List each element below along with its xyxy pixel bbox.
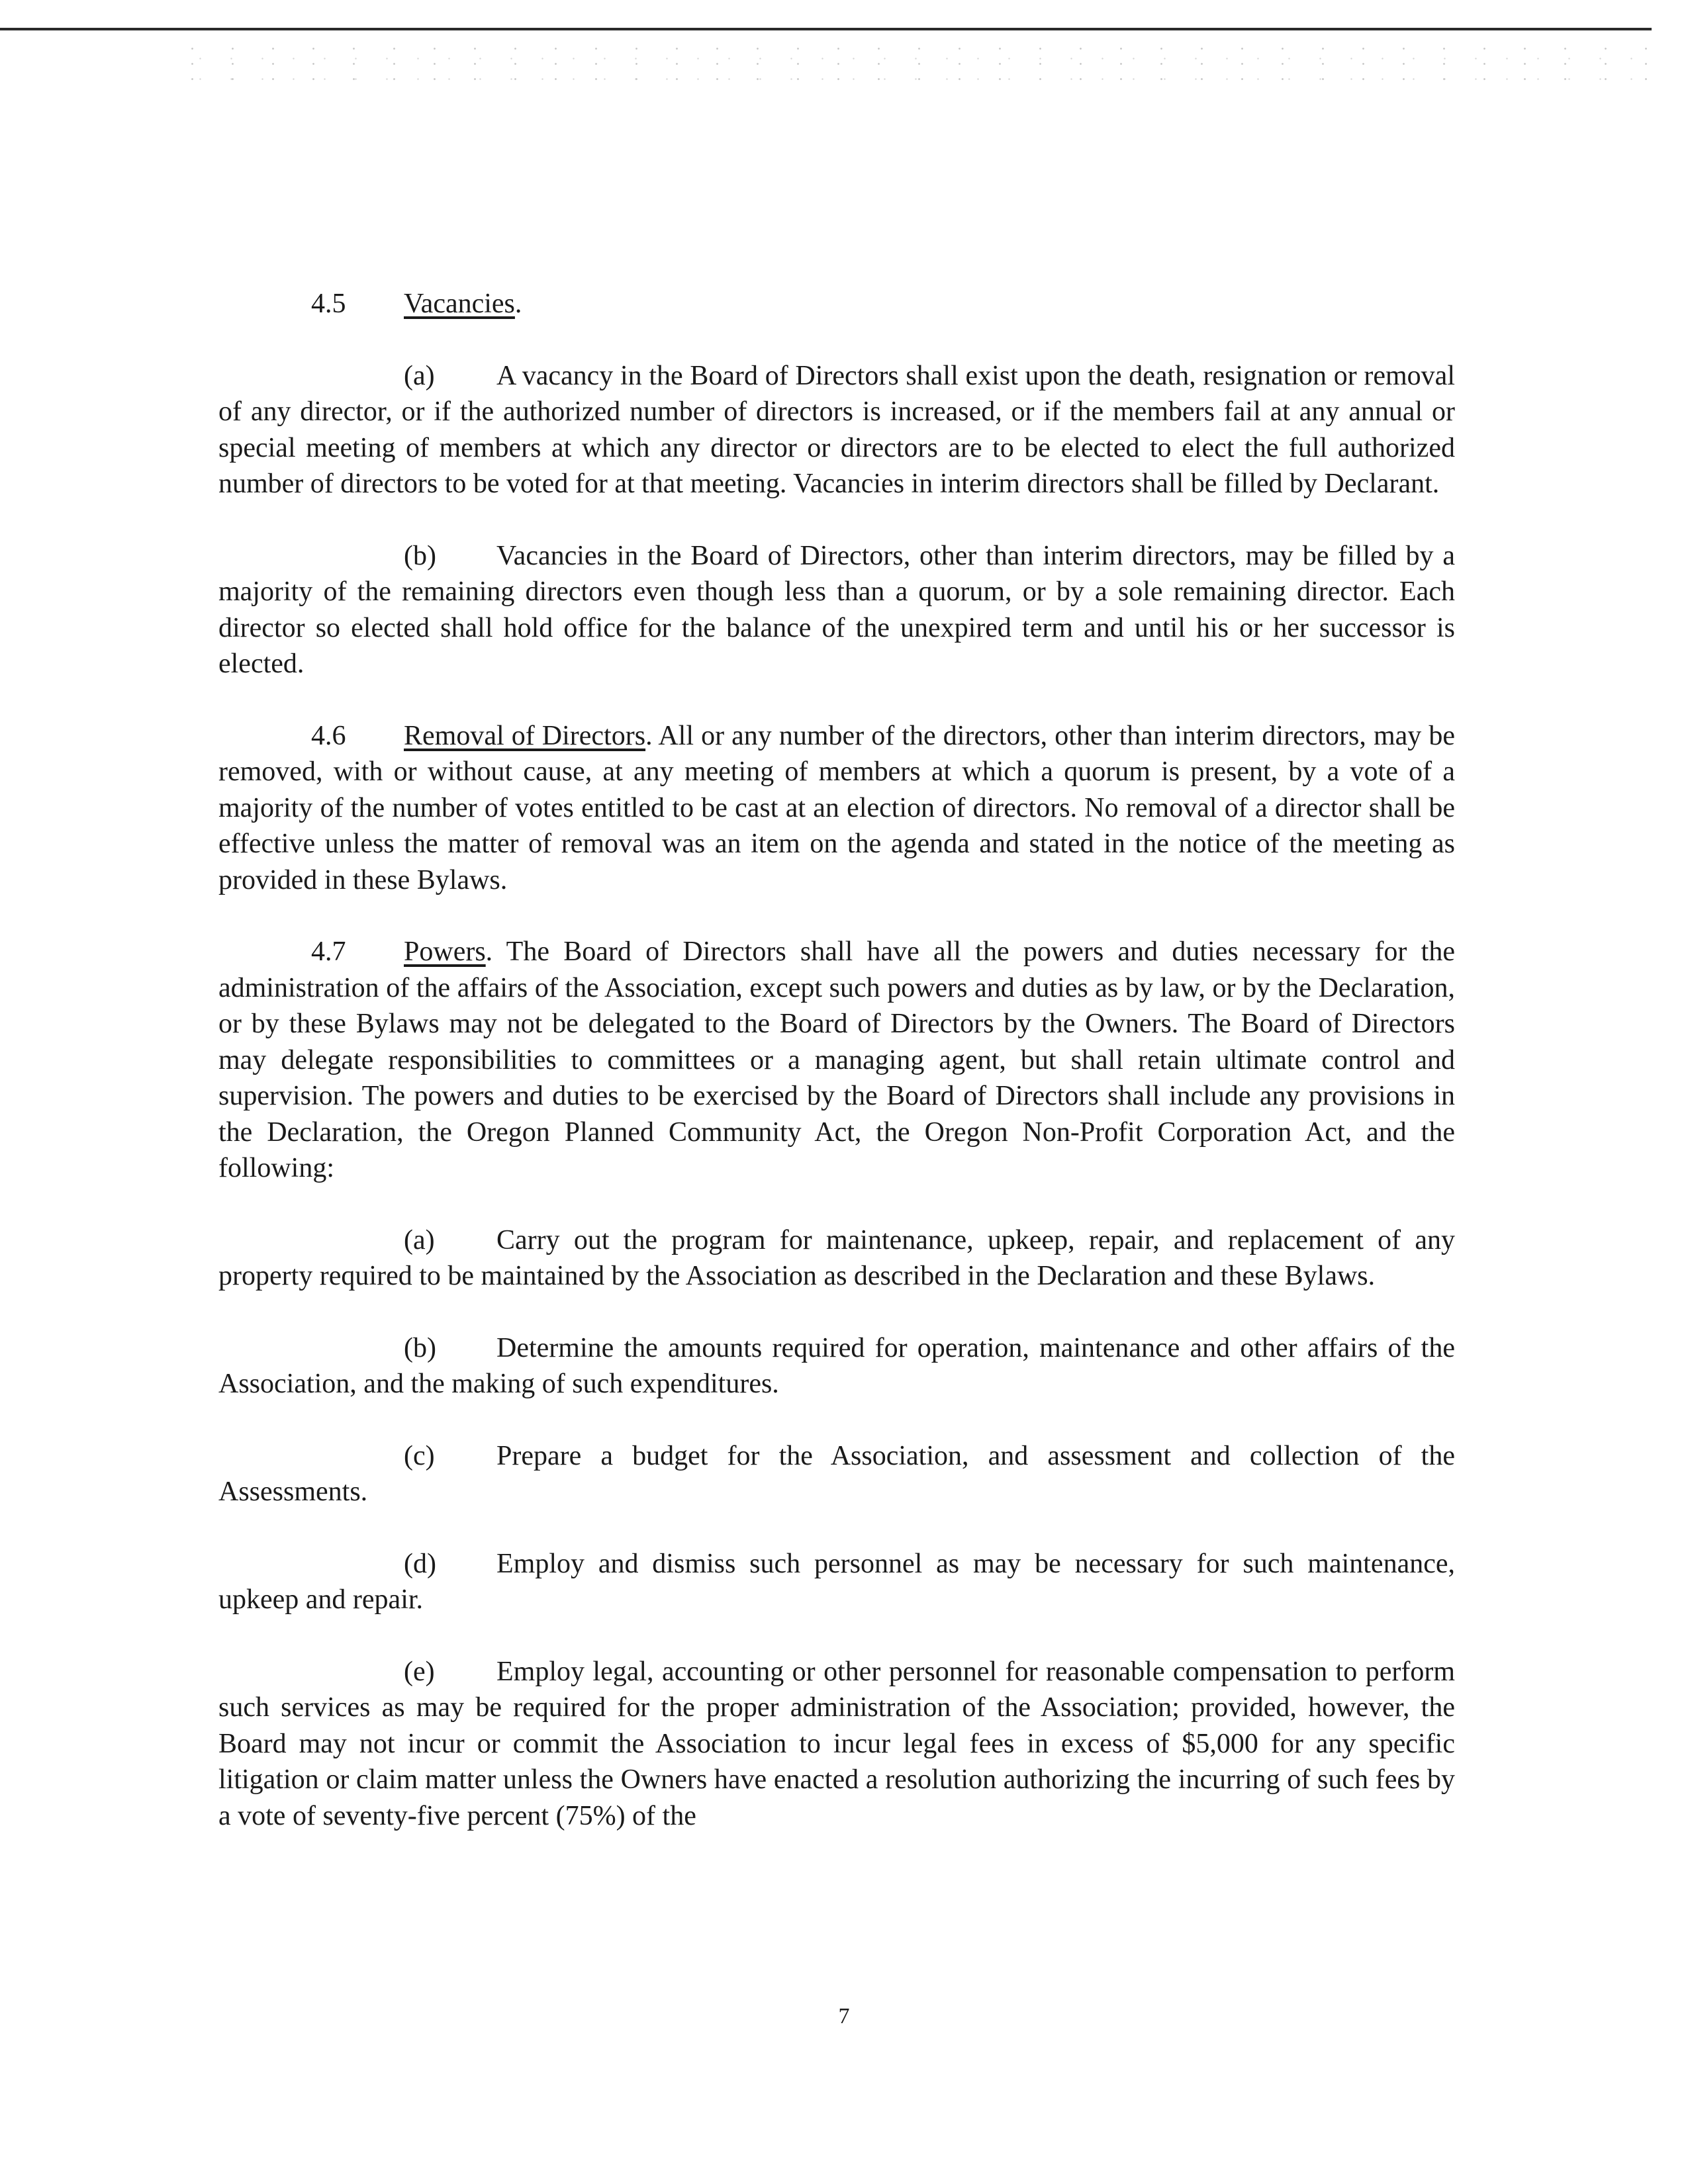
section-4-5-a <box>218 358 1455 502</box>
clause-text: Prepare a budget for the Association, and assessment and collection of the Assessments. <box>218 1440 1455 1507</box>
clause-text: Determine the amounts required for operation, maintenance and other affairs of the Association, and the making of such expenditures. <box>218 1332 1455 1399</box>
section-text: . All or any number of the directors, other than interim directors, may be removed, with or without cause, at any meeting of members at which a quorum is present, by a vote of a majority of the number of votes entitled to be cast at an election of directors. No removal of a director shall be effective unless the matter of removal was an item on the agenda and stated in the notice of the meeting as provided in these Bylaws. <box>218 720 1455 895</box>
clause-text: A vacancy in the Board of Directors shall exist upon the death, resignation or removal of any director, or if the authorized number of directors is increased, or if the members fail at any annual or special meeting of members at which any director or directors are to be elected to elect the full authorized number of directors to be voted for at that meeting. Vacancies in interim directors shall be filled by Declarant. <box>218 360 1455 499</box>
top-border-rule <box>0 28 1652 30</box>
section-number: 4.7 <box>311 936 346 967</box>
section-4-7-b <box>218 1330 1455 1402</box>
section-4-7-e <box>218 1654 1455 1835</box>
section-4-7 <box>218 934 1455 1187</box>
clause-text: Employ and dismiss such personnel as may be necessary for such maintenance, upkeep and repair. <box>218 1548 1455 1615</box>
section-title: Vacancies <box>404 289 515 319</box>
clause-label: (c) <box>404 1440 435 1471</box>
section-4-7-c <box>218 1438 1455 1510</box>
section-4-6 <box>218 718 1455 899</box>
section-4-7-a <box>218 1222 1455 1295</box>
clause-text: Employ legal, accounting or other personnel for reasonable compensation to perform such services as may be required for the proper administration of the Association; provided, however, the Board may not incur or commit the Association to incur legal fees in excess of $5,000 for any specific litigation or claim matter unless the Owners have enacted a resolution authorizing the incurring of such fees by a vote of seventy-five percent (75%) of the <box>218 1656 1455 1831</box>
clause-text: Carry out the program for maintenance, upkeep, repair, and replacement of any property required to be maintained by the Association as described in the Declaration and these Bylaws. <box>218 1224 1455 1291</box>
clause-label: (b) <box>404 540 436 571</box>
clause-label: (a) <box>404 1224 435 1255</box>
clause-text: Vacancies in the Board of Directors, other than interim directors, may be filled by a majority of the remaining directors even though less than a quorum, or by a sole remaining director. Each director so elected shall hold office for the balance of the unexpired term and until his or her successor is elected. <box>218 540 1455 679</box>
section-4-5-b <box>218 538 1455 682</box>
section-title: Powers <box>404 936 486 967</box>
clause-label: (e) <box>404 1656 435 1687</box>
section-number: 4.5 <box>311 289 346 319</box>
section-text: . The Board of Directors shall have all the powers and duties necessary for the administration of the affairs of the Association, except such powers and duties as by law, or by the Declaration, or by these Bylaws may not be delegated to the Board of Directors by the Owners. The Board of Directors may delegate responsibilities to committees or a managing agent, but shall retain ultimate control and supervision. The powers and duties to be exercised by the Board of Directors shall include any provisions in the Declaration, the Oregon Planned Community Act, the Oregon Non-Profit Corporation Act, and the following: <box>218 936 1455 1183</box>
clause-label: (b) <box>404 1332 436 1363</box>
section-number: 4.6 <box>311 720 346 751</box>
page-number: 7 <box>838 2004 850 2028</box>
document-body <box>218 286 1455 1870</box>
clause-label: (d) <box>404 1548 436 1579</box>
section-title: Removal of Directors <box>404 720 646 751</box>
scan-noise <box>172 41 1648 81</box>
section-4-7-d <box>218 1546 1455 1618</box>
section-4-5-heading: 4.5 Vacancies. <box>218 286 1455 322</box>
clause-label: (a) <box>404 360 435 391</box>
